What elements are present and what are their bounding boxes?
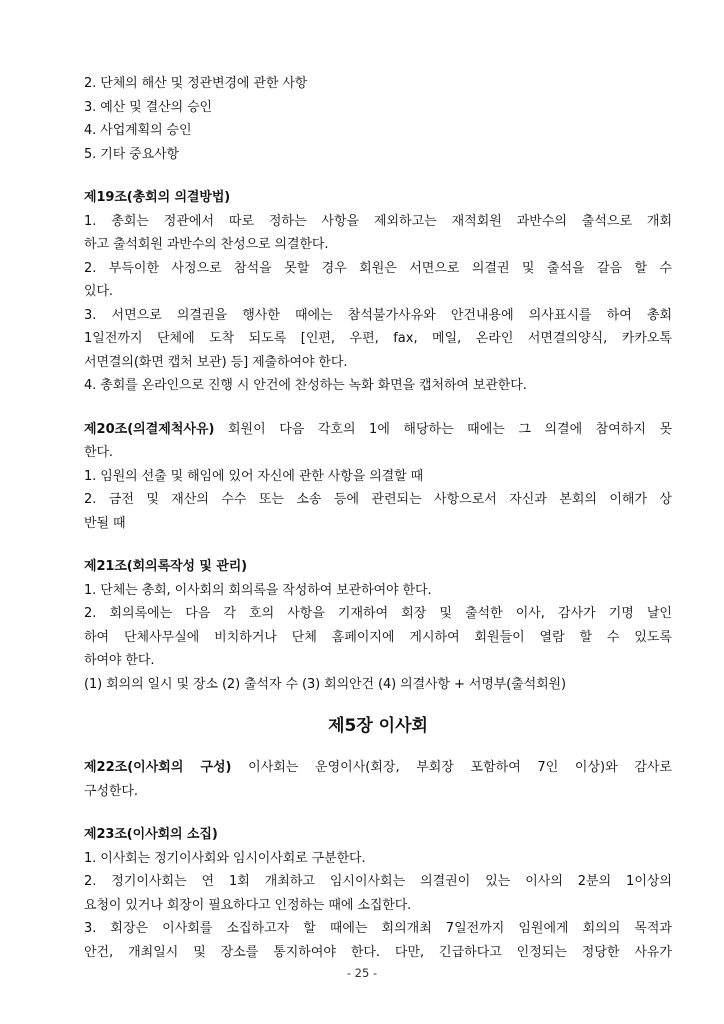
article-22-line: 구성한다.: [84, 783, 138, 799]
article-23: [84, 823, 672, 964]
article-19-line: 있다.: [84, 284, 113, 299]
article-23-line: 1. 이사회는 정기이사회와 임시이사회로 구분한다.: [84, 850, 366, 866]
article-19-line: 1. 총회는 정관에서 따로 정하는 사항을 제외하고는 재적회원 과반수의 출석으로 개회: [84, 213, 672, 229]
article-21-line: 2. 회의록에는 다음 각 호의 사항을 기재하여 회장 및 출석한 이사, 감사가 기명 날인: [84, 606, 672, 621]
article-20-first-line: [84, 418, 672, 442]
article-23-line: 2. 정기이사회는 연 1회 개최하고 임시이사회는 의결권이 있는 이사의 2분의 1이상의: [84, 874, 672, 889]
article-19-line: 4. 총회를 온라인으로 진행 시 안건에 찬성하는 녹화 화면을 캡처하여 보관한다.: [84, 378, 527, 393]
document-page: [84, 72, 672, 964]
article-19-title: 제19조(총회의 의결방법): [84, 190, 231, 205]
top-list: [84, 72, 672, 166]
article-20: [84, 418, 672, 536]
article-20-line: 한다.: [84, 445, 113, 460]
article-23-title: 제23조(이사회의 소집): [84, 827, 218, 842]
article-22-title: 제22조(이사회의 구성): [84, 760, 232, 775]
article-19-line: 3. 서면으로 의결권을 행사한 때에는 참석불가사유와 안건내용에 의사표시를 하여 총회: [84, 307, 672, 323]
article-19-line: 2. 부득이한 사정으로 참석을 못할 경우 회원은 서면으로 의결권 및 출석을 갈음 할 수: [84, 260, 672, 276]
article-20-line: 반될 때: [84, 515, 126, 531]
article-21: [84, 555, 672, 696]
article-20-title: 제20조(의결제척사유): [84, 421, 215, 437]
article-21-line: 1. 단체는 총회, 이사회의 회의록을 작성하여 보관하여야 한다.: [84, 582, 432, 598]
list-item: 5. 기타 중요사항: [84, 146, 180, 162]
article-19-line: 하고 출석회원 과반수의 찬성으로 의결한다.: [84, 237, 329, 252]
article-21-line: (1) 회의의 일시 및 장소 (2) 출석자 수 (3) 회의안건 (4) 의결사항 + 서명부(출석회원): [84, 676, 566, 692]
article-20-text: 회원이 다음 각호의 1에 해당하는 때에는 그 의결에 참여하지 못: [214, 421, 672, 437]
article-19: [84, 186, 672, 398]
article-23-line: 요청이 있거나 회장이 필요하다고 인정하는 때에 소집한다.: [84, 897, 412, 913]
article-20-line: 2. 금전 및 재산의 수수 또는 소송 등에 관련되는 사항으로서 자신과 본회의 이해가 상: [84, 492, 672, 507]
list-item: 3. 예산 및 결산의 승인: [84, 99, 212, 115]
list-item: 2. 단체의 해산 및 정관변경에 관한 사항: [84, 76, 308, 91]
article-23-line: 3. 회장은 이사회를 소집하고자 할 때에는 회의개최 7일전까지 임원에게 회의의 목적과: [84, 921, 672, 936]
list-item: 4. 사업계획의 승인: [84, 123, 192, 138]
article-20-line: 1. 임원의 선출 및 해임에 있어 자신에 관한 사항을 의결할 때: [84, 468, 424, 484]
article-21-line: 하여 단체사무실에 비치하거나 단체 홈페이지에 게시하여 회원들이 열람 할 수 있도록: [84, 629, 672, 645]
article-22: [84, 756, 672, 803]
article-21-line: 하여야 한다.: [84, 653, 155, 668]
article-22-first-line: [84, 756, 672, 780]
article-21-title: 제21조(회의록작성 및 관리): [84, 559, 248, 574]
article-19-line: 서면결의(화면 캡처 보관) 등] 제출하여야 한다.: [84, 354, 348, 370]
page-number: - 25 -: [346, 966, 378, 980]
article-23-line: 안건, 개최일시 및 장소를 통지하여야 한다. 다만, 긴급하다고 인정되는 정당한 사유가: [84, 944, 672, 960]
chapter-heading: 제5장 이사회: [328, 716, 428, 736]
article-19-line: 1일전까지 단체에 도착 되도록 [인편, 우편, fax, 메일, 온라인 서면결의양식, 카카오톡: [84, 331, 672, 346]
article-22-text: 이사회는 운영이사(회장, 부회장 포함하여 7인 이상)와 감사로: [231, 760, 672, 775]
